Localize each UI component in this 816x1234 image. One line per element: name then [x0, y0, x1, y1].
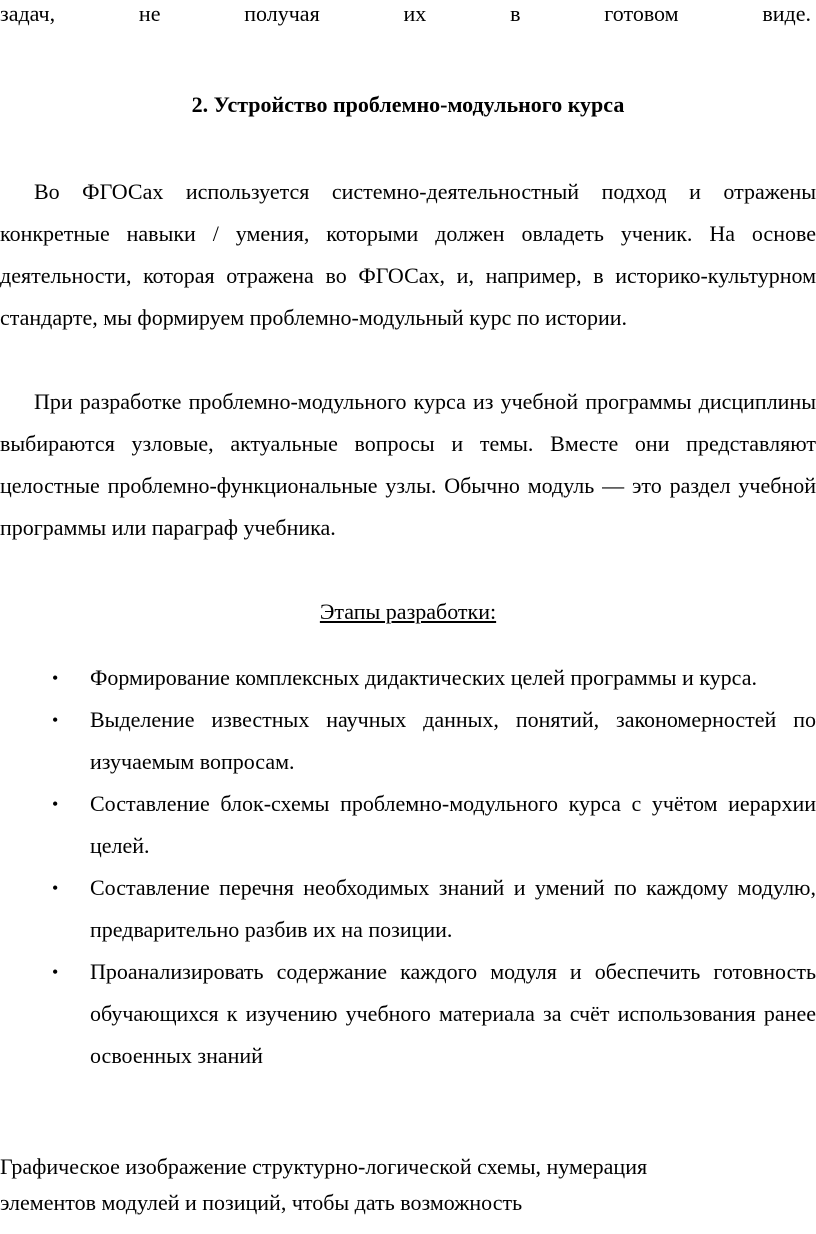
stage-text: Проанализировать содержание каждого модуля и обеспечить готовность обучающихся к изучению учебного материала за счёт использования ранее освоенных знаний — [90, 959, 816, 1068]
bullet-icon: • — [52, 878, 59, 898]
paragraph-fgos: Во ФГОСах используется системно-деятельностный подход и отражены конкретные навыки / умения, которыми должен овладеть ученик. На основе деятельности, которая отражена во ФГОСах, и, например, в историко-культурном стандарте, мы формируем проблемно-модульный курс по истории. — [0, 179, 816, 330]
bullet-icon: • — [52, 668, 59, 688]
closing-line: элементов модулей и позиций, чтобы дать возможность — [0, 1190, 523, 1215]
list-item — [0, 783, 816, 867]
continued-text-line: задач, не получая их в готовом виде. — [0, 1, 811, 26]
bullet-icon: • — [52, 710, 59, 730]
list-item — [0, 699, 816, 783]
closing-text — [0, 1149, 816, 1221]
list-item — [0, 657, 816, 699]
stage-text: Формирование комплексных дидактических целей программы и курса. — [90, 665, 757, 690]
section-heading: 2. Устройство проблемно-модульного курса — [191, 92, 625, 117]
stages-list — [0, 657, 816, 1077]
list-item — [0, 867, 816, 951]
stage-text: Составление перечня необходимых знаний и умений по каждому модулю, предварительно разбив их на позиции. — [90, 875, 816, 942]
paragraph-course-development: При разработке проблемно-модульного курса из учебной программы дисциплины выбираются узловые, актуальные вопросы и темы. Вместе они представляют целостные проблемно-функциональные узлы. Обычно модуль — это раздел учебной программы или параграф учебника. — [0, 389, 816, 540]
stage-text: Выделение известных научных данных, понятий, закономерностей по изучаемым вопросам. — [90, 707, 816, 774]
list-item — [0, 951, 816, 1077]
bullet-icon: • — [52, 794, 59, 814]
stage-text: Составление блок-схемы проблемно-модульного курса с учётом иерархии целей. — [90, 791, 816, 858]
bullet-icon: • — [52, 962, 59, 982]
stages-heading: Этапы разработки: — [319, 599, 497, 624]
closing-line: Графическое изображение структурно-логической схемы, нумерация — [0, 1154, 648, 1179]
